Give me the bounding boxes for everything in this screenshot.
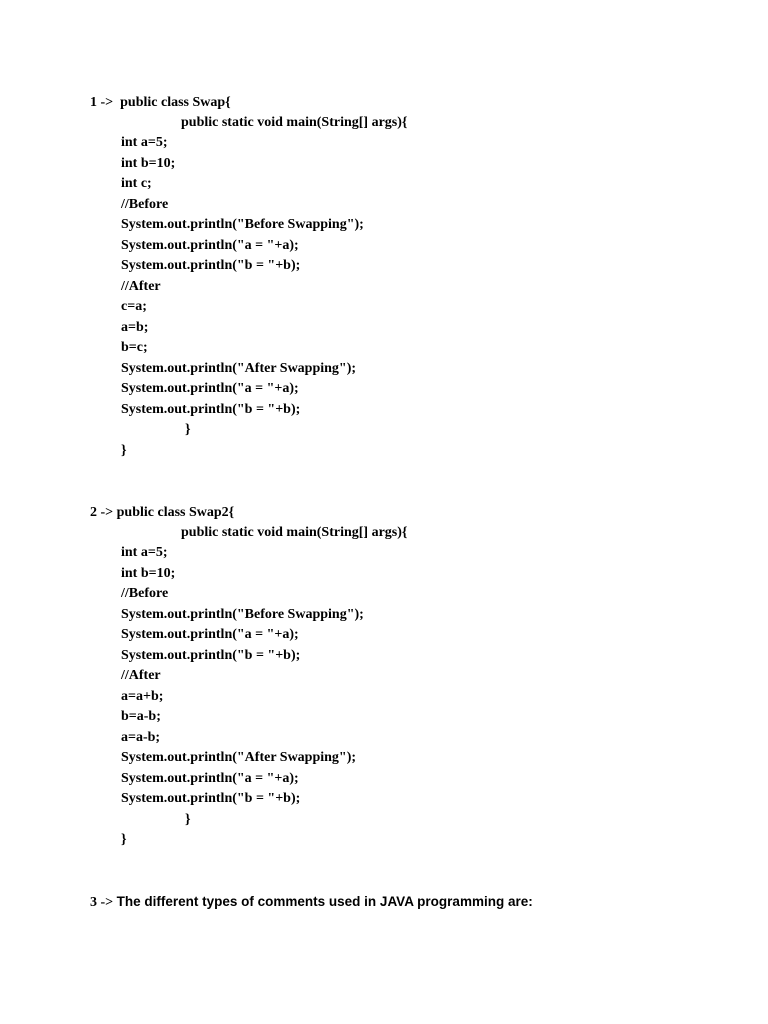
- q2-code-line: System.out.println("b = "+b);: [121, 791, 301, 806]
- q2-code-line: int b=10;: [121, 566, 176, 581]
- q1-main-signature: public static void main(String[] args){: [181, 115, 408, 130]
- q1-code-line: int b=10;: [121, 156, 176, 171]
- q1-code-line: //After: [121, 279, 161, 294]
- q1-code-line: c=a;: [121, 299, 147, 314]
- q1-code-line: System.out.println("b = "+b);: [121, 402, 301, 417]
- q2-code-line: b=a-b;: [121, 709, 161, 724]
- q3-number: 3 ->: [90, 895, 117, 910]
- q1-code-line: b=c;: [121, 340, 148, 355]
- q2-code-line: a=a+b;: [121, 689, 164, 704]
- q2-inner-close-brace: }: [185, 812, 191, 827]
- q2-code-line: //Before: [121, 586, 169, 601]
- q1-code-line: System.out.println("After Swapping");: [121, 361, 357, 376]
- q2-code-line: int a=5;: [121, 545, 168, 560]
- q1-code-line: int a=5;: [121, 135, 168, 150]
- q1-code-line: System.out.println("Before Swapping");: [121, 217, 364, 232]
- q1-code-line: int c;: [121, 176, 152, 191]
- q2-main-signature: public static void main(String[] args){: [181, 525, 408, 540]
- q1-code-line: System.out.println("a = "+a);: [121, 381, 299, 396]
- q1-header: 1 -> public class Swap{: [90, 95, 231, 110]
- q2-code-line: a=a-b;: [121, 730, 161, 745]
- q1-code-line: System.out.println("b = "+b);: [121, 258, 301, 273]
- q2-code-line: System.out.println("b = "+b);: [121, 648, 301, 663]
- q1-code-line: //Before: [121, 197, 169, 212]
- q2-code-line: System.out.println("a = "+a);: [121, 771, 299, 786]
- q2-code-line: System.out.println("Before Swapping");: [121, 607, 364, 622]
- q3-text: The different types of comments used in JAVA programming are:: [116, 894, 533, 909]
- q1-code-line: System.out.println("a = "+a);: [121, 238, 299, 253]
- q2-code-line: System.out.println("a = "+a);: [121, 627, 299, 642]
- q1-outer-close-brace: }: [121, 443, 127, 458]
- q1-code-line: a=b;: [121, 320, 149, 335]
- q2-code-line: System.out.println("After Swapping");: [121, 750, 357, 765]
- q1-inner-close-brace: }: [185, 422, 191, 437]
- q2-code-line: //After: [121, 668, 161, 683]
- q2-outer-close-brace: }: [121, 832, 127, 847]
- q2-header: 2 -> public class Swap2{: [90, 505, 235, 520]
- q3-header: [90, 894, 533, 911]
